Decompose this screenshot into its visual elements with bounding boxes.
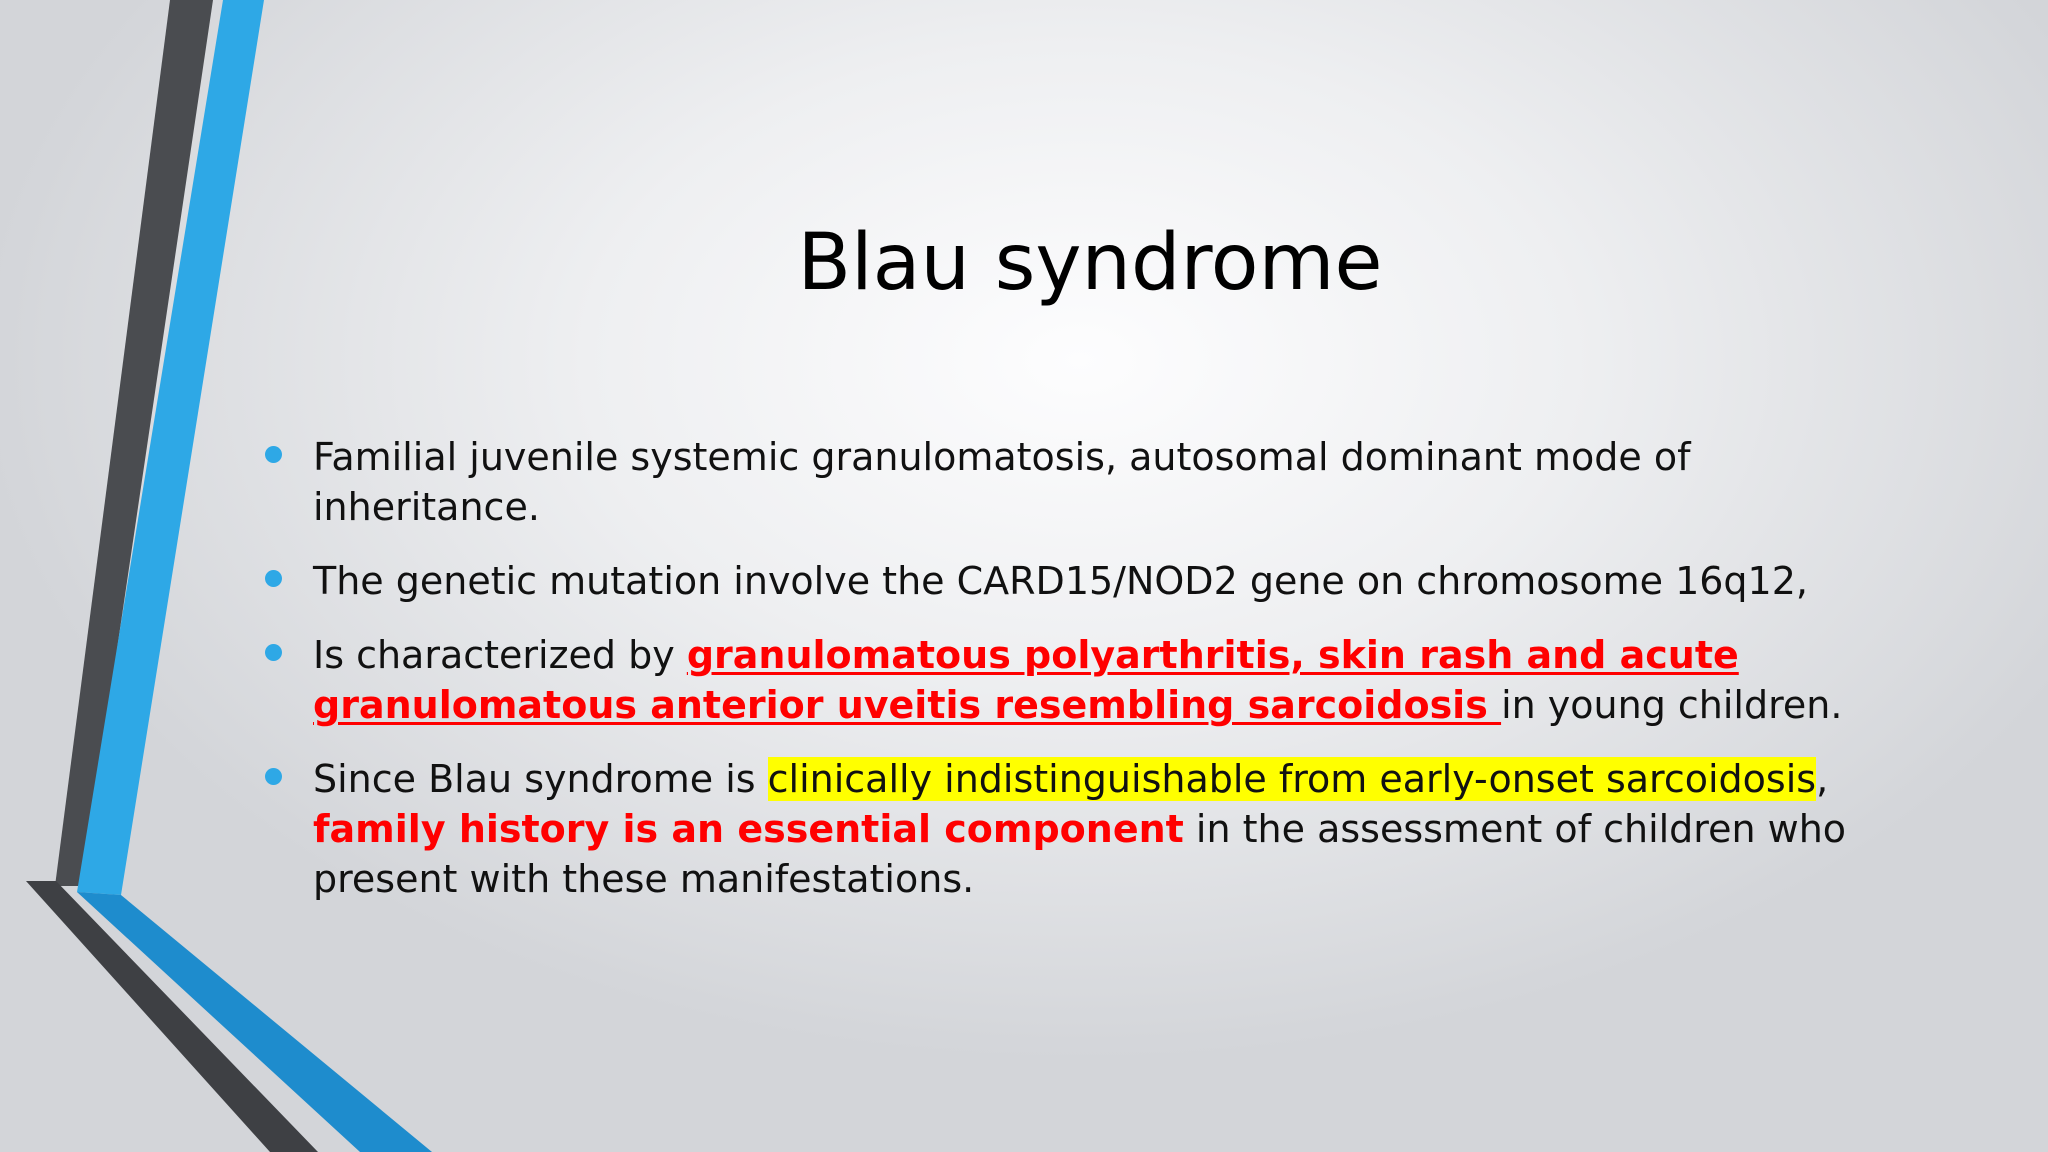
bullet-text: in young children. [1501, 683, 1843, 727]
bullet-text: in the assessment of children who present with these manifestations. [313, 807, 1847, 901]
bullet-item-3 [265, 630, 1885, 730]
bullet-dot [265, 768, 282, 785]
highlighted-text: clinically indistinguishable from early-onset sarcoidosis [767, 757, 1817, 801]
bullet-text: The genetic mutation involve the CARD15/NOD2 gene on chromosome 16q12, [313, 559, 1808, 603]
bullet-item-2 [265, 556, 1885, 606]
bullet-dot [265, 570, 282, 587]
bullet-list [265, 432, 1885, 928]
emphasized-text: family history is an essential component [313, 807, 1184, 851]
slide-title: Blau syndrome [797, 218, 1383, 308]
emphasized-underlined-text: granulomatous polyarthritis, skin rash and acute granulomatous anterior uveitis resembling sarcoidosis [313, 633, 1739, 727]
bullet-dot [265, 644, 282, 661]
bullet-item-4 [265, 754, 1885, 904]
bullet-text: Is characterized by [313, 633, 687, 677]
bullet-item-1 [265, 432, 1885, 532]
bullet-dot [265, 446, 282, 463]
bullet-text: , [1816, 757, 1829, 801]
bullet-text: Since Blau syndrome is [313, 757, 768, 801]
bullet-text: Familial juvenile systemic granulomatosis, autosomal dominant mode of inheritance. [313, 435, 1691, 529]
